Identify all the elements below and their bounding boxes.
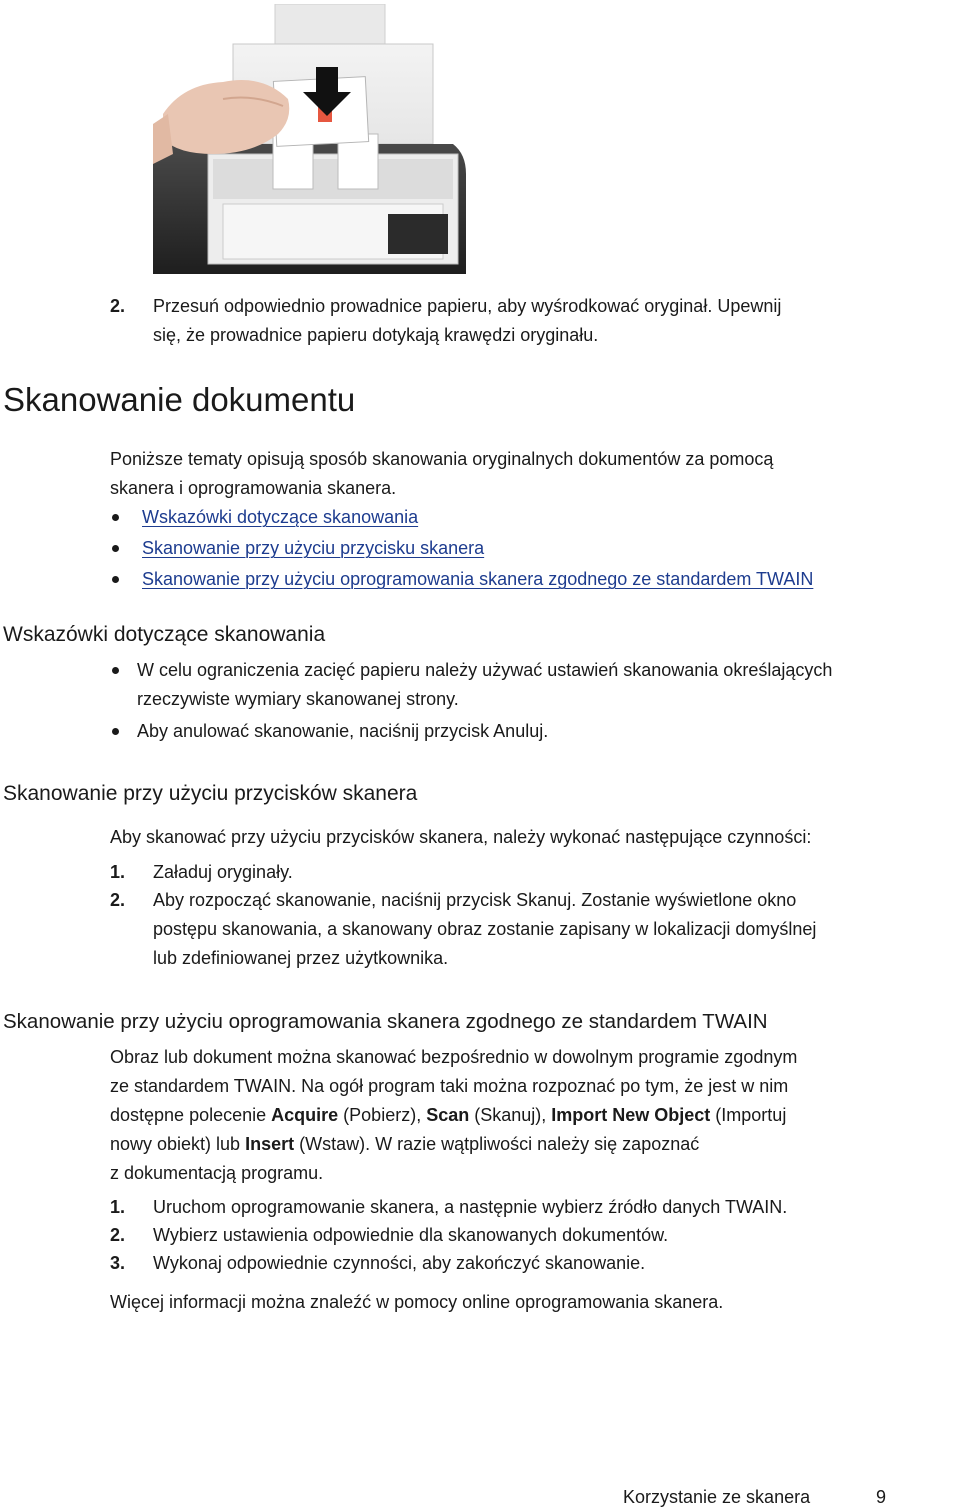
bullet-icon	[112, 576, 119, 583]
step-text: Wybierz ustawienia odpowiednie dla skanowanych dokumentów.	[153, 1225, 669, 1245]
section-intro	[110, 445, 773, 503]
scanner-illustration	[153, 4, 466, 274]
step-number: 2.	[110, 890, 126, 910]
section-title-scanner-buttons: Skanowanie przy użyciu przycisków skanera	[3, 782, 418, 805]
step-text: Wykonaj odpowiednie czynności, aby zakończyć skanowanie.	[153, 1253, 646, 1273]
twain-line-2: ze standardem TWAIN. Na ogół program taki można rozpoznać po tym, że jest w nim	[110, 1076, 789, 1096]
section-title-twain: Skanowanie przy użyciu oprogramowania skanera zgodnego ze standardem TWAIN	[3, 1010, 768, 1033]
tip-text	[137, 656, 832, 714]
step-text-line-2: postępu skanowania, a skanowany obraz zostanie zapisany w lokalizacji domyślnej	[153, 919, 817, 939]
step-number: 1.	[110, 1197, 126, 1217]
twain-step	[110, 1249, 950, 1278]
twain-step	[110, 1193, 950, 1222]
tip-line-1: W celu ograniczenia zacięć papieru należy używać ustawień skanowania określających	[137, 660, 833, 680]
twain-line-3d: (Importuj	[710, 1105, 787, 1125]
section-title-tips: Wskazówki dotyczące skanowania	[3, 623, 326, 646]
link-scanning-tips[interactable]: Wskazówki dotyczące skanowania	[142, 507, 419, 527]
step-number: 2.	[110, 1225, 126, 1245]
command-scan: Scan	[426, 1105, 470, 1125]
twain-line-4a: nowy obiekt) lub	[110, 1134, 246, 1154]
twain-paragraph	[110, 1043, 797, 1188]
link-scan-button[interactable]: Skanowanie przy użyciu przycisku skanera	[142, 538, 485, 558]
buttons-step	[110, 886, 950, 973]
buttons-step	[110, 858, 950, 887]
step-text: Załaduj oryginały.	[153, 862, 293, 882]
step-text	[153, 886, 816, 973]
scanner-photo	[153, 4, 466, 274]
step-text: Uruchom oprogramowanie skanera, a następnie wybierz źródło danych TWAIN.	[153, 1197, 788, 1217]
tip-item	[112, 717, 952, 746]
link-item[interactable]	[112, 565, 952, 594]
buttons-intro: Aby skanować przy użyciu przycisków skanera, należy wykonać następujące czynności:	[110, 827, 812, 847]
twain-line-5: z dokumentacją programu.	[110, 1163, 324, 1183]
tip-text: Aby anulować skanowanie, naciśnij przycisk Anuluj.	[137, 721, 549, 741]
section-title-scanning-document: Skanowanie dokumentu	[3, 381, 356, 418]
command-insert: Insert	[245, 1134, 295, 1154]
more-info: Więcej informacji można znaleźć w pomocy online oprogramowania skanera.	[110, 1292, 724, 1312]
step-text	[153, 292, 781, 350]
intro-line-1: Poniższe tematy opisują sposób skanowania oryginalnych dokumentów za pomocą	[110, 449, 774, 469]
bullet-icon	[112, 667, 119, 674]
twain-line-1: Obraz lub dokument można skanować bezpośrednio w dowolnym programie zgodnym	[110, 1047, 798, 1067]
twain-line-3c: (Skanuj),	[469, 1105, 552, 1125]
bullet-icon	[112, 728, 119, 735]
page-number: 9	[876, 1487, 887, 1507]
command-import: Import New Object	[551, 1105, 711, 1125]
footer-chapter: Korzystanie ze skanera	[623, 1487, 811, 1507]
step-text-line-1: Aby rozpocząć skanowanie, naciśnij przycisk Skanuj. Zostanie wyświetlone okno	[153, 890, 797, 910]
twain-line-3a: dostępne polecenie	[110, 1105, 272, 1125]
step-text-line-1: Przesuń odpowiednio prowadnice papieru, aby wyśrodkować oryginał. Upewnij	[153, 296, 782, 316]
link-twain-software[interactable]: Skanowanie przy użyciu oprogramowania skanera zgodnego ze standardem TWAIN	[142, 569, 814, 589]
intro-line-2: skanera i oprogramowania skanera.	[110, 478, 397, 498]
tip-item	[112, 656, 957, 714]
link-item[interactable]	[112, 503, 952, 532]
step-text-line-3: lub zdefiniowanej przez użytkownika.	[153, 948, 449, 968]
step-number: 3.	[110, 1253, 126, 1273]
tip-line-2: rzeczywiste wymiary skanowanej strony.	[137, 689, 459, 709]
step-number: 1.	[110, 862, 126, 882]
twain-line-3b: (Pobierz),	[338, 1105, 427, 1125]
bullet-icon	[112, 545, 119, 552]
bullet-icon	[112, 514, 119, 521]
link-item[interactable]	[112, 534, 952, 563]
twain-step	[110, 1221, 950, 1250]
step-text-line-2: się, że prowadnice papieru dotykają krawędzi oryginału.	[153, 325, 599, 345]
command-acquire: Acquire	[271, 1105, 339, 1125]
step-number: 2.	[110, 296, 126, 316]
step-2-guides	[110, 292, 950, 350]
twain-line-4b: (Wstaw). W razie wątpliwości należy się zapoznać	[294, 1134, 700, 1154]
